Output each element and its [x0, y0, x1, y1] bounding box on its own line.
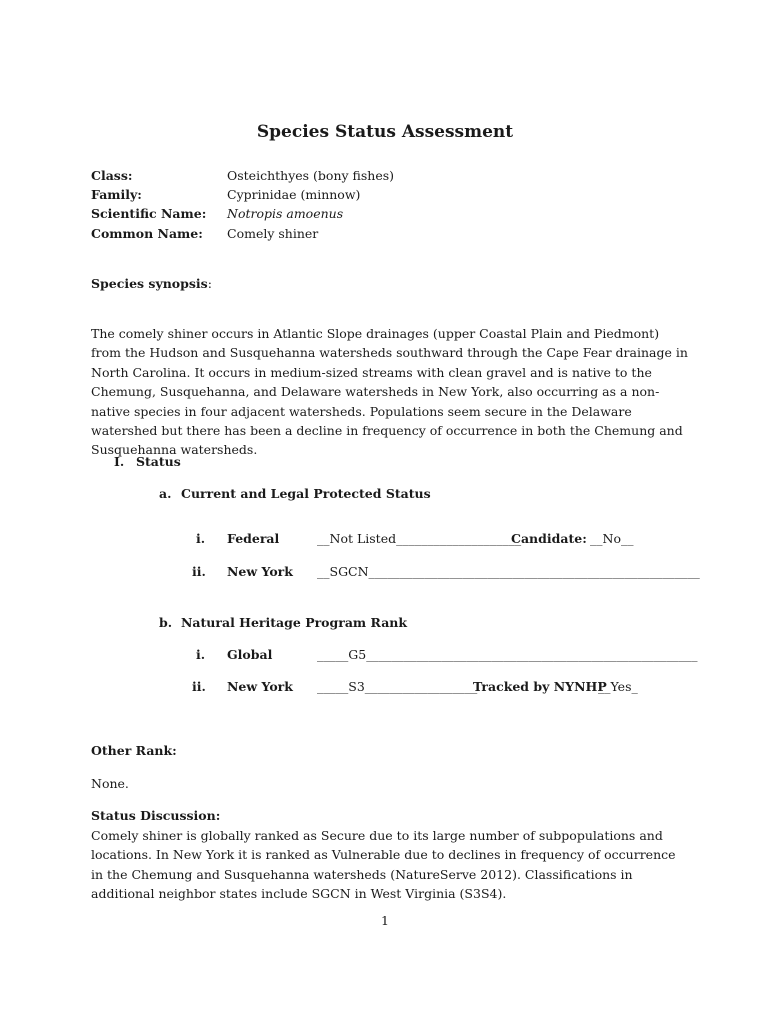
other-rank-label: Other Rank: [91, 743, 177, 758]
class-label: Class: [91, 168, 133, 183]
federal-num: i. [196, 531, 206, 546]
ny-status-label: New York [227, 564, 293, 579]
status-heading: Status [136, 454, 181, 469]
tracked-label: Tracked by NYNHP [473, 679, 607, 694]
other-rank-value: None. [91, 776, 129, 791]
status-discussion-text: Comely shiner is globally ranked as Secure due to its large number of subpopulations and locations. In New York it is ranked as Vulnerable due to declines in frequency of occurrence in the Chemung and Susquehanna watersheds (NatureServe 2012). Classifications in additional neighbor states include SGCN in West Virginia (S3S4). [91, 828, 676, 902]
subsection-b-heading: Natural Heritage Program Rank [181, 615, 408, 630]
federal-value: __Not Listed____________________ [317, 531, 522, 546]
subsection-a-letter: a. [159, 486, 172, 501]
global-rank-label: Global [227, 647, 273, 662]
tracked-value: __Yes_ [598, 679, 638, 694]
subsection-b-letter: b. [159, 615, 173, 630]
synopsis-label: Species synopsis [91, 276, 208, 291]
common-name-value: Comely shiner [227, 226, 319, 241]
global-rank-num: i. [196, 647, 206, 662]
synopsis-heading [91, 276, 212, 291]
family-label: Family: [91, 187, 142, 202]
synopsis-text: The comely shiner occurs in Atlantic Slope drainages (upper Coastal Plain and Piedmont) from the Hudson and Susquehanna watersheds southward through the Cape Fear drainage in North Carolina. It occurs in medium-sized streams with clean gravel and is native to the Chemung, Susquehanna, and Delaware watersheds in New York, also occurring as a non-native species in four adjacent watersheds. Populations seem secure in the Delaware watershed but there has been a decline in frequency of occurrence in both the Chemung and Susquehanna watersheds. [91, 326, 688, 458]
section-numeral: I. [114, 454, 125, 469]
subsection-a-heading: Current and Legal Protected Status [181, 486, 431, 501]
common-name-label: Common Name: [91, 226, 203, 241]
ny-rank-label: New York [227, 679, 293, 694]
family-value: Cyprinidae (minnow) [227, 187, 361, 202]
status-discussion-label: Status Discussion: [91, 808, 221, 823]
scientific-name-label: Scientific Name: [91, 206, 207, 221]
ny-rank-num: ii. [192, 679, 206, 694]
class-value: Osteichthyes (bony fishes) [227, 168, 395, 183]
page-title: Species Status Assessment [256, 122, 514, 142]
ny-status-num: ii. [192, 564, 206, 579]
candidate-label: Candidate: [511, 531, 587, 546]
synopsis-colon: : [207, 276, 212, 291]
candidate-value: __No__ [590, 531, 634, 546]
global-rank-value: _____G5_____________________________________________________ [317, 647, 698, 662]
ny-rank-value: _____S3__________________ [317, 679, 478, 694]
scientific-name-value: Notropis amoenus [227, 206, 344, 221]
ny-status-value: __SGCN_____________________________________________________ [317, 564, 700, 579]
federal-label: Federal [227, 531, 280, 546]
page-number: 1 [381, 913, 389, 928]
